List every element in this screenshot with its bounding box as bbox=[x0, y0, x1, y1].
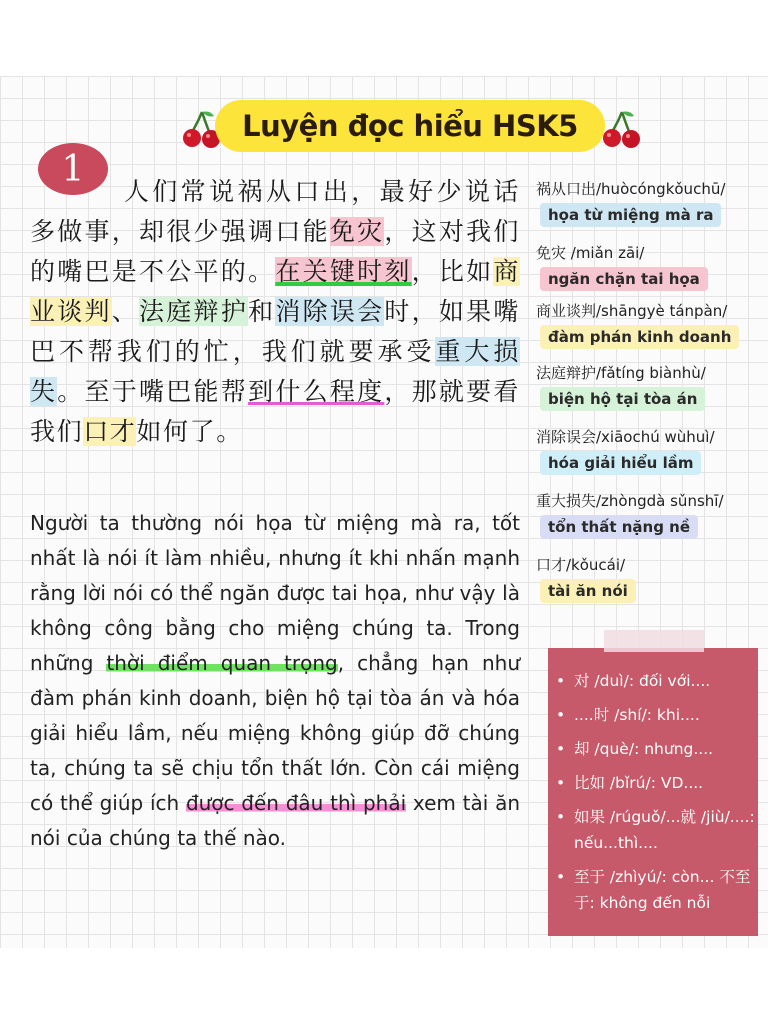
grammar-item: • 如果 /rúguǒ/...就 /jiù/....: nếu...thì.... bbox=[556, 804, 756, 856]
grammar-item: • 比如 /bǐrú/: VD.... bbox=[556, 770, 756, 796]
vocab-item: 祸从口出/huòcóngkǒuchū/ họa từ miệng mà ra bbox=[536, 178, 768, 227]
vocab-item: 法庭辩护/fǎtíng biànhù/ biện hộ tại tòa án bbox=[536, 362, 768, 411]
grammar-item: • 却 /què/: nhưng.... bbox=[556, 736, 756, 762]
grammar-item: • 至于 /zhìyú/: còn... 不至于: không đến nỗi bbox=[556, 864, 756, 916]
vocab-item: 免灾 /miǎn zāi/ ngăn chặn tai họa bbox=[536, 242, 768, 291]
cherry-icon bbox=[600, 108, 644, 152]
grammar-list bbox=[556, 668, 756, 924]
title-banner bbox=[215, 100, 605, 152]
tape-decoration bbox=[604, 630, 704, 652]
vocab-item: 商业谈判/shāngyè tánpàn/ đàm phán kinh doanh bbox=[536, 300, 768, 349]
vietnamese-translation: Người ta thường nói họa từ miệng mà ra, tốt nhất là nói ít làm nhiều, nhưng ít khi nhấn mạnh rằng lời nói có thể ngăn được tai họa, như vậy là không công bằng cho miệng chúng ta. Trong những thời điểm quan trọng, chẳng hạn như đàm phán kinh doanh, biện hộ tại tòa án và hóa giải hiểu lầm, nếu miệng không giúp đỡ chúng ta, chúng ta sẽ chịu tổn thất lớn. Còn cái miệng có thể giúp ích được đến đâu thì phải xem tài ăn nói của chúng ta thế nào. bbox=[30, 511, 521, 850]
grammar-item: • 对 /duì/: đối với.... bbox=[556, 668, 756, 694]
vocab-item: 重大损失/zhòngdà sǔnshī/ tổn thất nặng nề bbox=[536, 490, 768, 539]
grammar-item: • ....时 /shí/: khi.... bbox=[556, 702, 756, 728]
vocab-item: 消除误会/xiāochú wùhuì/ hóa giải hiểu lầm bbox=[536, 426, 768, 475]
chinese-passage: 人们常说祸从口出，最好少说话多做事，却很少强调口能免灾，这对我们的嘴巴是不公平的。在关键时刻，比如商业谈判、法庭辩护和消除误会时，如果嘴巴不帮我们的忙，我们就要承受重大损失。至于嘴巴能帮到什么程度，那就要看我们口才如何了。 bbox=[30, 177, 520, 446]
lesson-number-badge: 1 bbox=[38, 143, 108, 195]
vocab-item: 口才/kǒucái/ tài ăn nói bbox=[536, 554, 768, 603]
page-title: Luyện đọc hiểu HSK5 bbox=[242, 109, 578, 143]
